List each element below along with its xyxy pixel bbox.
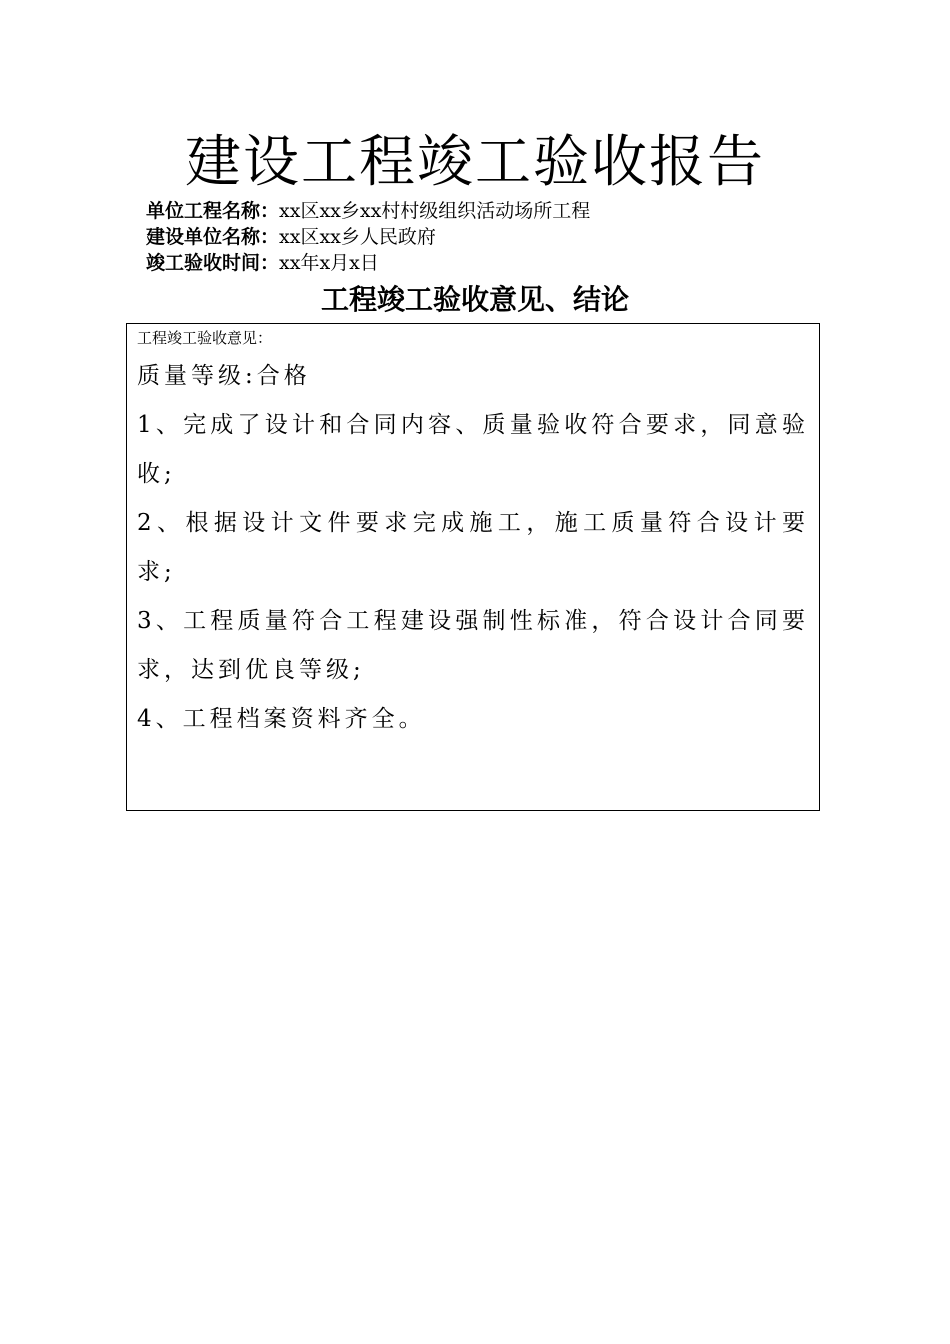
acceptance-date-label: 竣工验收时间： (146, 252, 280, 274)
acceptance-opinion-box (126, 323, 820, 811)
quality-grade-line: 质量等级:合格 (137, 363, 311, 389)
owner-name-value: xx区xx乡人民政府 (279, 226, 436, 248)
info-row-project-name (146, 198, 846, 224)
acceptance-date-value: xx年x月x日 (279, 252, 379, 274)
info-row-owner-name (146, 224, 846, 250)
opinion-item-2: 2、根据设计文件要求完成施工，施工质量符合设计要求; (137, 510, 809, 585)
section-title: 工程竣工验收意见、结论 (320, 283, 629, 316)
owner-name-label: 建设单位名称： (146, 226, 280, 248)
opinion-text (137, 352, 809, 744)
project-info (146, 198, 846, 276)
project-name-label: 单位工程名称： (146, 200, 280, 222)
document-title: 建设工程竣工验收报告 (185, 130, 765, 195)
project-name-value: xx区xx乡xx村村级组织活动场所工程 (279, 200, 591, 222)
opinion-item-1: 1、完成了设计和合同内容、质量验收符合要求，同意验收; (137, 412, 809, 487)
opinion-item-4: 4、工程档案资料齐全。 (137, 706, 426, 732)
opinion-item-3: 3、工程质量符合工程建设强制性标准，符合设计合同要求，达到优良等级; (137, 608, 809, 683)
opinion-box-caption: 工程竣工验收意见： (137, 329, 273, 347)
info-row-acceptance-date (146, 250, 846, 276)
